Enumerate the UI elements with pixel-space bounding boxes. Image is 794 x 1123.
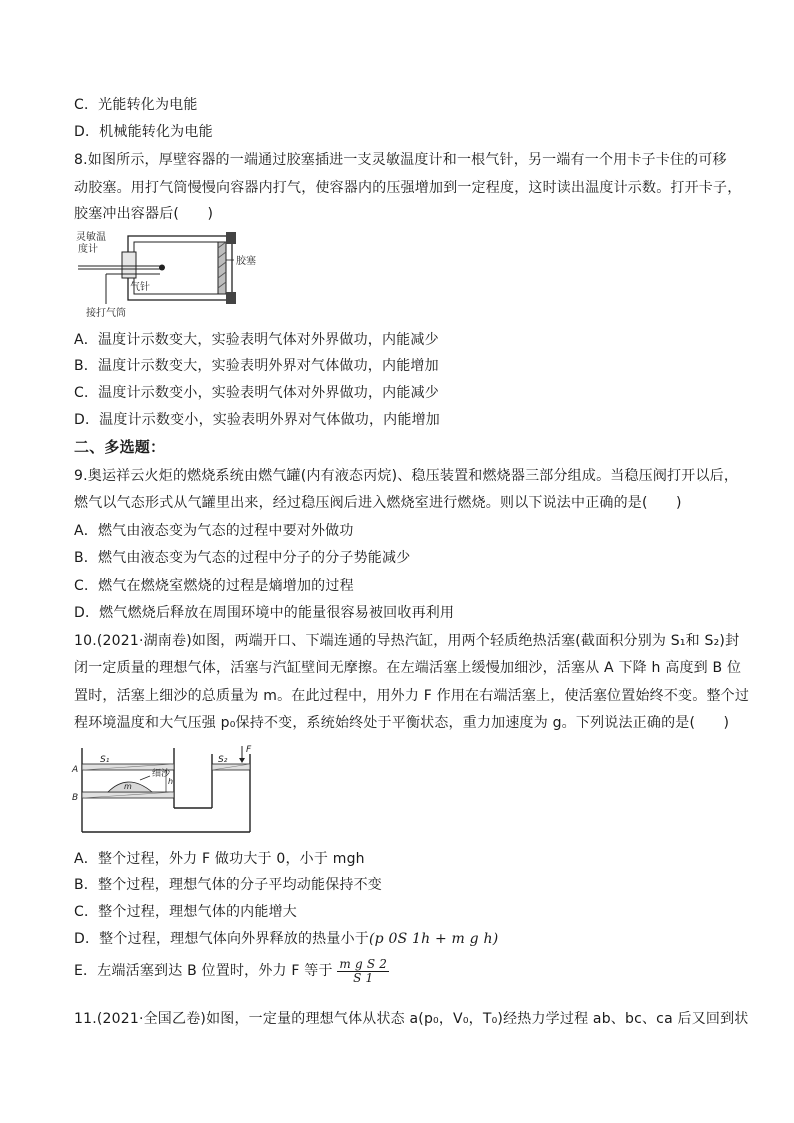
q10-option-e: [74, 956, 389, 986]
q7-option-d: D．机械能转化为电能: [74, 124, 213, 140]
label-f: F: [246, 745, 252, 755]
movable-plug: [218, 242, 226, 294]
label-sand: 细沙: [152, 769, 171, 779]
q10-option-a: A．整个过程，外力 F 做功大于 0，小于 mgh: [74, 851, 365, 867]
q9-option-d: D．燃气燃烧后释放在周围环境中的能量很容易被回收再利用: [74, 605, 455, 621]
q9-stem-line1: 9.奥运祥云火炬的燃烧系统由燃气罐(内有液态丙烷)、稳压装置和燃烧器三部分组成。当稳压阀打开以后，: [74, 468, 739, 484]
q10-option-e-text: E．左端活塞到达 B 位置时，外力 F 等于: [74, 963, 333, 979]
q8-option-c: C．温度计示数变小，实验表明气体对外界做功，内能减少: [74, 385, 439, 401]
q10-stem-line4: 程环境温度和大气压强 p₀保持不变，系统始终处于平衡状态，重力加速度为 g。下列说法正确的是( ): [74, 715, 730, 731]
thermometer-bulb: [159, 265, 165, 271]
label-thermometer-1: 灵敏温: [76, 232, 106, 243]
q8-stem-line2: 动胶塞。用打气筒慢慢向容器内打气，使容器内的压强增加到一定程度，这时读出温度计示数。打开卡子，: [74, 180, 742, 196]
q8-stem-line1: 8.如图所示，厚壁容器的一端通过胶塞插进一支灵敏温度计和一根气针，另一端有一个用卡子卡住的可移: [74, 152, 727, 168]
q9-option-b: B．燃气由液态变为气态的过程中分子的分子势能减少: [74, 550, 411, 566]
q9-stem-line2: 燃气以气态形式从气罐里出来，经过稳压阀后进入燃烧室进行燃烧。则以下说法中正确的是( ): [74, 495, 682, 511]
q8-stem-line3: 胶塞冲出容器后( ): [74, 206, 214, 222]
q10-cylinder-figure: [70, 742, 260, 838]
label-s2: S₂: [218, 755, 228, 765]
q8-option-b: B．温度计示数变大，实验表明外界对气体做功，内能增加: [74, 358, 439, 374]
q10-option-d-text: D．整个过程，理想气体向外界释放的热量小于: [74, 931, 369, 947]
q10-option-e-fraction: [337, 958, 389, 985]
section-heading-multiple-choice: 二、多选题：: [74, 438, 166, 456]
q8-thermometer-container-figure: [76, 228, 276, 320]
q10-option-c: C．整个过程，理想气体的内能增大: [74, 904, 297, 920]
q9-option-a: A．燃气由液态变为气态的过程中要对外做功: [74, 523, 354, 539]
q7-option-c: C．光能转化为电能: [74, 97, 198, 113]
clamp-top: [226, 232, 236, 244]
label-thermometer-2: 度计: [78, 244, 98, 255]
q9-option-c: C．燃气在燃烧室燃烧的过程是熵增加的过程: [74, 578, 354, 594]
label-s1: S₁: [100, 755, 110, 765]
q10-stem-line3: 置时，活塞上细沙的总质量为 m。在此过程中，用外力 F 作用在右端活塞上，使活塞位置始终不变。整个过: [74, 688, 750, 704]
label-a: A: [72, 765, 79, 775]
label-plug: 胶塞: [236, 256, 256, 267]
label-pump: 接打气筒: [86, 308, 126, 319]
q10-option-b: B．整个过程，理想气体的分子平均动能保持不变: [74, 877, 383, 893]
q11-stem-line1: 11.(2021·全国乙卷)如图，一定量的理想气体从状态 a(p₀，V₀，T₀)经热力学过程 ab、bc、ca 后又回到状: [74, 1011, 749, 1027]
q8-option-a: A．温度计示数变大，实验表明气体对外界做功，内能减少: [74, 332, 439, 348]
label-h: h: [168, 777, 174, 786]
q8-option-d: D．温度计示数变小，实验表明外界对气体做功，内能增加: [74, 412, 440, 428]
label-mass: m: [124, 782, 132, 791]
q10-stem-line2: 闭一定质量的理想气体，活塞与汽缸壁间无摩擦。在左端活塞上缓慢加细沙，活塞从 A 下降 h 高度到 B 位: [74, 660, 742, 676]
fraction-denominator: S 1: [353, 970, 374, 985]
q10-option-d-formula: (p 0S 1h + m g h): [368, 931, 499, 947]
fraction-numerator: m g S 2: [339, 956, 388, 971]
clamp-bottom: [226, 292, 236, 304]
label-needle: 气针: [130, 282, 150, 293]
label-b: B: [72, 793, 79, 803]
q10-stem-line1: 10.(2021·湖南卷)如图，两端开口、下端连通的导热汽缸，用两个轻质绝热活塞(截面积分别为 S₁和 S₂)封: [74, 633, 740, 649]
q10-option-d: [74, 930, 498, 948]
